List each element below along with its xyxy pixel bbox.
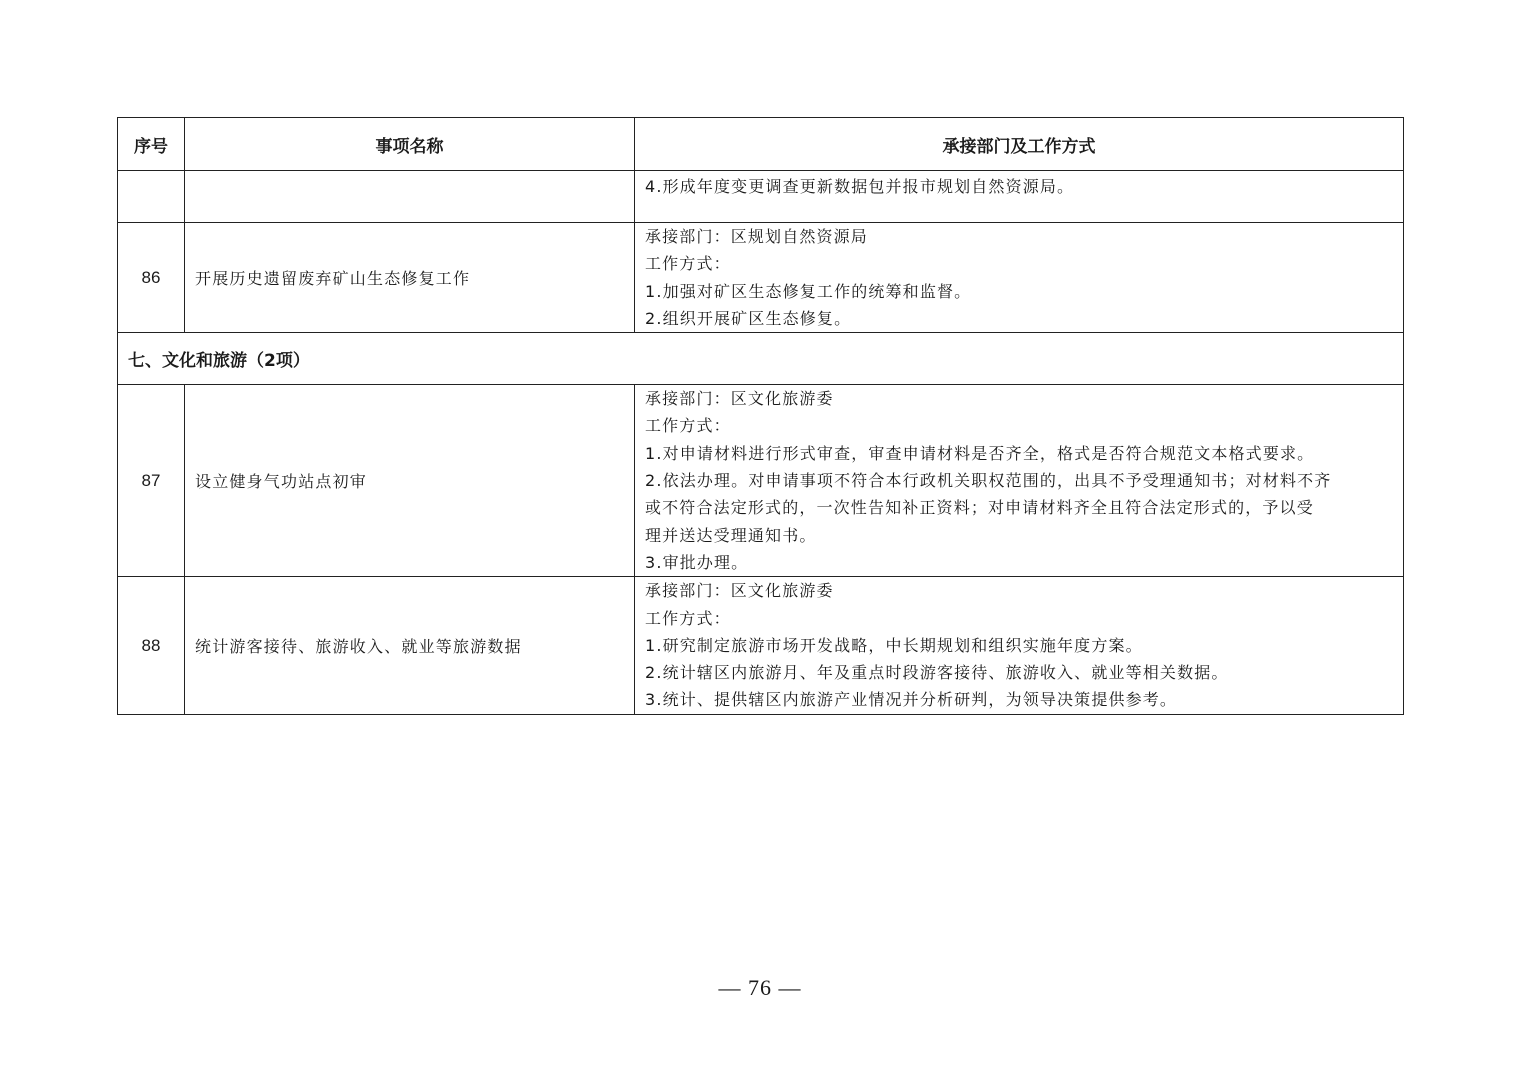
- table-row-87: [118, 385, 1404, 577]
- desc-line: 1.加强对矿区生态修复工作的统筹和监督。: [645, 281, 972, 301]
- desc-line: 承接部门：区规划自然资源局: [645, 227, 868, 246]
- row-86-desc: [635, 223, 1404, 333]
- row-88-num: 88: [118, 577, 185, 714]
- section-title: 七、文化和旅游（2项）: [118, 333, 1404, 385]
- row-continuation-name: [185, 171, 635, 223]
- row-87-desc: [635, 385, 1404, 577]
- desc-line: 承接部门：区文化旅游委: [645, 581, 834, 601]
- desc-line: 2.统计辖区内旅游月、年及重点时段游客接待、旅游收入、就业等相关数据。: [645, 663, 1229, 683]
- table-row-continuation: [118, 171, 1404, 223]
- table-row-88: [118, 577, 1404, 714]
- desc-line: 4.形成年度变更调查更新数据包并报市规划自然资源局。: [645, 177, 1075, 196]
- desc-line: 1.对申请材料进行形式审查，审查申请材料是否齐全，格式是否符合规范文本格式要求。: [645, 443, 1315, 463]
- header-row: [118, 118, 1404, 171]
- table-row-86: [118, 223, 1404, 333]
- desc-line: 2.依法办理。对申请事项不符合本行政机关职权范围的，出具不予受理通知书；对材料不齐: [645, 471, 1332, 491]
- section-row: [118, 333, 1404, 385]
- desc-line: 工作方式：: [645, 608, 731, 628]
- row-continuation-num: [118, 171, 185, 223]
- row-86-num: 86: [118, 223, 185, 333]
- row-88-name: 统计游客接待、旅游收入、就业等旅游数据: [185, 577, 635, 714]
- header-seq: 序号: [118, 118, 185, 171]
- desc-line: 理并送达受理通知书。: [645, 525, 817, 545]
- page-number: — 76 —: [718, 975, 802, 1000]
- desc-line: 工作方式：: [645, 416, 731, 436]
- row-86-name: 开展历史遗留废弃矿山生态修复工作: [185, 223, 635, 333]
- desc-line: 2.组织开展矿区生态修复。: [645, 308, 852, 328]
- row-continuation-desc: [635, 171, 1404, 223]
- row-87-name: 设立健身气功站点初审: [185, 385, 635, 577]
- desc-line: 承接部门：区文化旅游委: [645, 389, 834, 409]
- desc-line: 工作方式：: [645, 254, 731, 274]
- header-dept: 承接部门及工作方式: [635, 118, 1404, 171]
- items-table: [117, 117, 1404, 715]
- row-87-num: 87: [118, 385, 185, 577]
- desc-line: 1.研究制定旅游市场开发战略，中长期规划和组织实施年度方案。: [645, 635, 1143, 655]
- header-name: 事项名称: [185, 118, 635, 171]
- desc-line: 或不符合法定形式的，一次性告知补正资料；对申请材料齐全且符合法定形式的，予以受: [645, 498, 1314, 518]
- row-88-desc: [635, 577, 1404, 714]
- desc-line: 3.审批办理。: [645, 552, 749, 572]
- desc-line: 3.统计、提供辖区内旅游产业情况并分析研判，为领导决策提供参考。: [645, 690, 1178, 710]
